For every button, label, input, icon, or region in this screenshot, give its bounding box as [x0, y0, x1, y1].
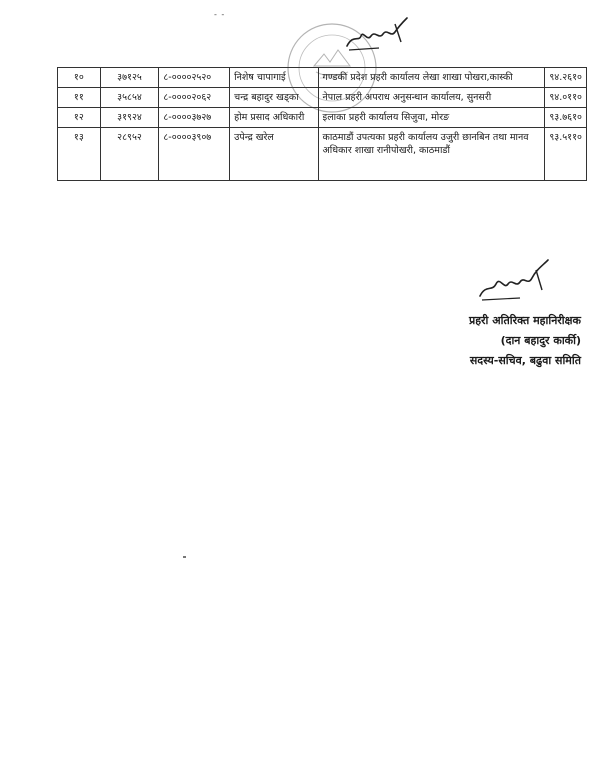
name-cell: चन्द्र बहादुर खड्का — [230, 88, 318, 108]
signatory-title: प्रहरी अतिरिक्त महानिरीक्षक — [468, 314, 581, 327]
police-id-cell: ८-००००३९०७ — [159, 128, 230, 181]
office-cell: काठमाडौं उपत्यका प्रहरी कार्यालय उजुरी छानबिन तथा मानव अधिकार शाखा रानीपोखरी, काठमाडौं — [318, 128, 545, 181]
table-row — [58, 108, 587, 128]
signatory-block — [469, 311, 581, 371]
police-id-cell: ८-००००२०६२ — [159, 88, 230, 108]
serial-cell: १२ — [58, 108, 101, 128]
signature-bottom — [476, 256, 556, 304]
name-cell: होम प्रसाद अधिकारी — [230, 108, 318, 128]
name-cell: निशेष चापागाई — [230, 68, 318, 88]
symbol-number-cell: ३७१२५ — [100, 68, 159, 88]
signatory-role: सदस्य-सचिव, बढुवा समिति — [469, 354, 581, 367]
score-cell: ९४.२६१० — [545, 68, 587, 88]
signatory-name: (दान बहादुर कार्की) — [500, 334, 581, 347]
score-cell: ९३.७६१० — [545, 108, 587, 128]
symbol-number-cell: ३१९२४ — [100, 108, 159, 128]
table-row — [58, 88, 587, 108]
symbol-number-cell: २८९५२ — [100, 128, 159, 181]
scan-speck — [183, 556, 186, 558]
serial-cell: १३ — [58, 128, 101, 181]
promotion-list-table — [57, 67, 587, 181]
header-mark: - - — [214, 10, 226, 19]
office-cell: गण्डकी प्रदेश प्रहरी कार्यालय लेखा शाखा पोखरा,कास्की — [318, 68, 545, 88]
serial-cell: १० — [58, 68, 101, 88]
police-id-cell: ८-००००३७२७ — [159, 108, 230, 128]
police-id-cell: ८-००००२५२० — [159, 68, 230, 88]
office-cell: नेपाल प्रहरी अपराध अनुसन्धान कार्यालय, सुनसरी — [318, 88, 545, 108]
score-cell: ९३.५११० — [545, 128, 587, 181]
table-row — [58, 128, 587, 181]
serial-cell: ११ — [58, 88, 101, 108]
signature-top — [343, 12, 415, 56]
table-row — [58, 68, 587, 88]
symbol-number-cell: ३५८५४ — [100, 88, 159, 108]
name-cell: उपेन्द्र खरेल — [230, 128, 318, 181]
score-cell: ९४.०११० — [545, 88, 587, 108]
office-cell: इलाका प्रहरी कार्यालय सिजुवा, मोरङ — [318, 108, 545, 128]
